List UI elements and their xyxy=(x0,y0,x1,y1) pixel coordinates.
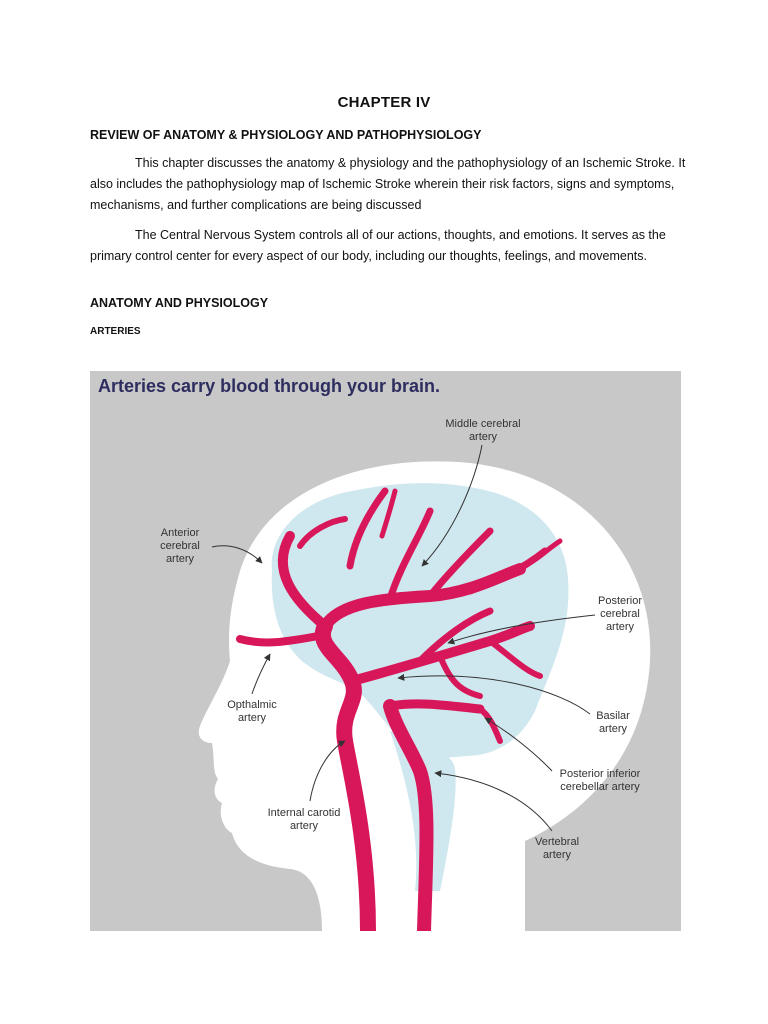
figure-title: Arteries carry blood through your brain. xyxy=(98,376,441,396)
label-vertebral-line-1: Vertebral xyxy=(534,836,580,848)
label-internal-carotid-line-2: artery xyxy=(289,820,319,832)
label-posterior-inferior-line-2: cerebellar artery xyxy=(560,781,640,793)
label-anterior-cerebral-line-2: cerebral xyxy=(160,540,200,552)
label-vertebral-line-2: artery xyxy=(542,849,572,861)
label-opthalmic-line-2: artery xyxy=(237,712,267,724)
cns-paragraph xyxy=(90,225,690,267)
chapter-title: CHAPTER IV xyxy=(337,94,431,111)
intro-paragraph xyxy=(90,153,690,216)
label-opthalmic-line-1: Opthalmic xyxy=(227,699,277,711)
label-anterior-cerebral-line-3: artery xyxy=(165,553,195,565)
intro-paragraph-text: This chapter discusses the anatomy & physiology and the pathophysiology of an Ischemic Stroke. It also includes the pathophysiology map of Ischemic Stroke wherein their risk factors, signs and symptoms, mechanisms, and further complications are being discussed xyxy=(90,156,686,212)
brain-arteries-illustration xyxy=(90,371,681,931)
label-basilar-line-1: Basilar xyxy=(596,710,630,722)
label-middle-cerebral-line-2: artery xyxy=(468,431,498,443)
label-posterior-inferior-line-1: Posterior inferior xyxy=(559,768,641,780)
label-posterior-cerebral-line-2: cerebral xyxy=(600,608,640,620)
arteries-heading: ARTERIES xyxy=(90,326,141,337)
label-internal-carotid-line-1: Internal carotid xyxy=(267,807,341,819)
section-title: REVIEW OF ANATOMY & PHYSIOLOGY AND PATHOPHYSIOLOGY xyxy=(90,128,482,142)
anatomy-heading: ANATOMY AND PHYSIOLOGY xyxy=(90,296,269,310)
cns-paragraph-text: The Central Nervous System controls all of our actions, thoughts, and emotions. It serves as the primary control center for every aspect of our body, including our thoughts, feelings, and movements. xyxy=(90,228,666,263)
label-basilar-line-2: artery xyxy=(598,723,628,735)
label-anterior-cerebral-line-1: Anterior xyxy=(160,527,200,539)
brain-arteries-figure xyxy=(90,371,681,931)
label-posterior-cerebral-line-3: artery xyxy=(605,621,635,633)
label-middle-cerebral-line-1: Middle cerebral xyxy=(445,418,521,430)
label-posterior-cerebral-line-1: Posterior xyxy=(597,595,643,607)
